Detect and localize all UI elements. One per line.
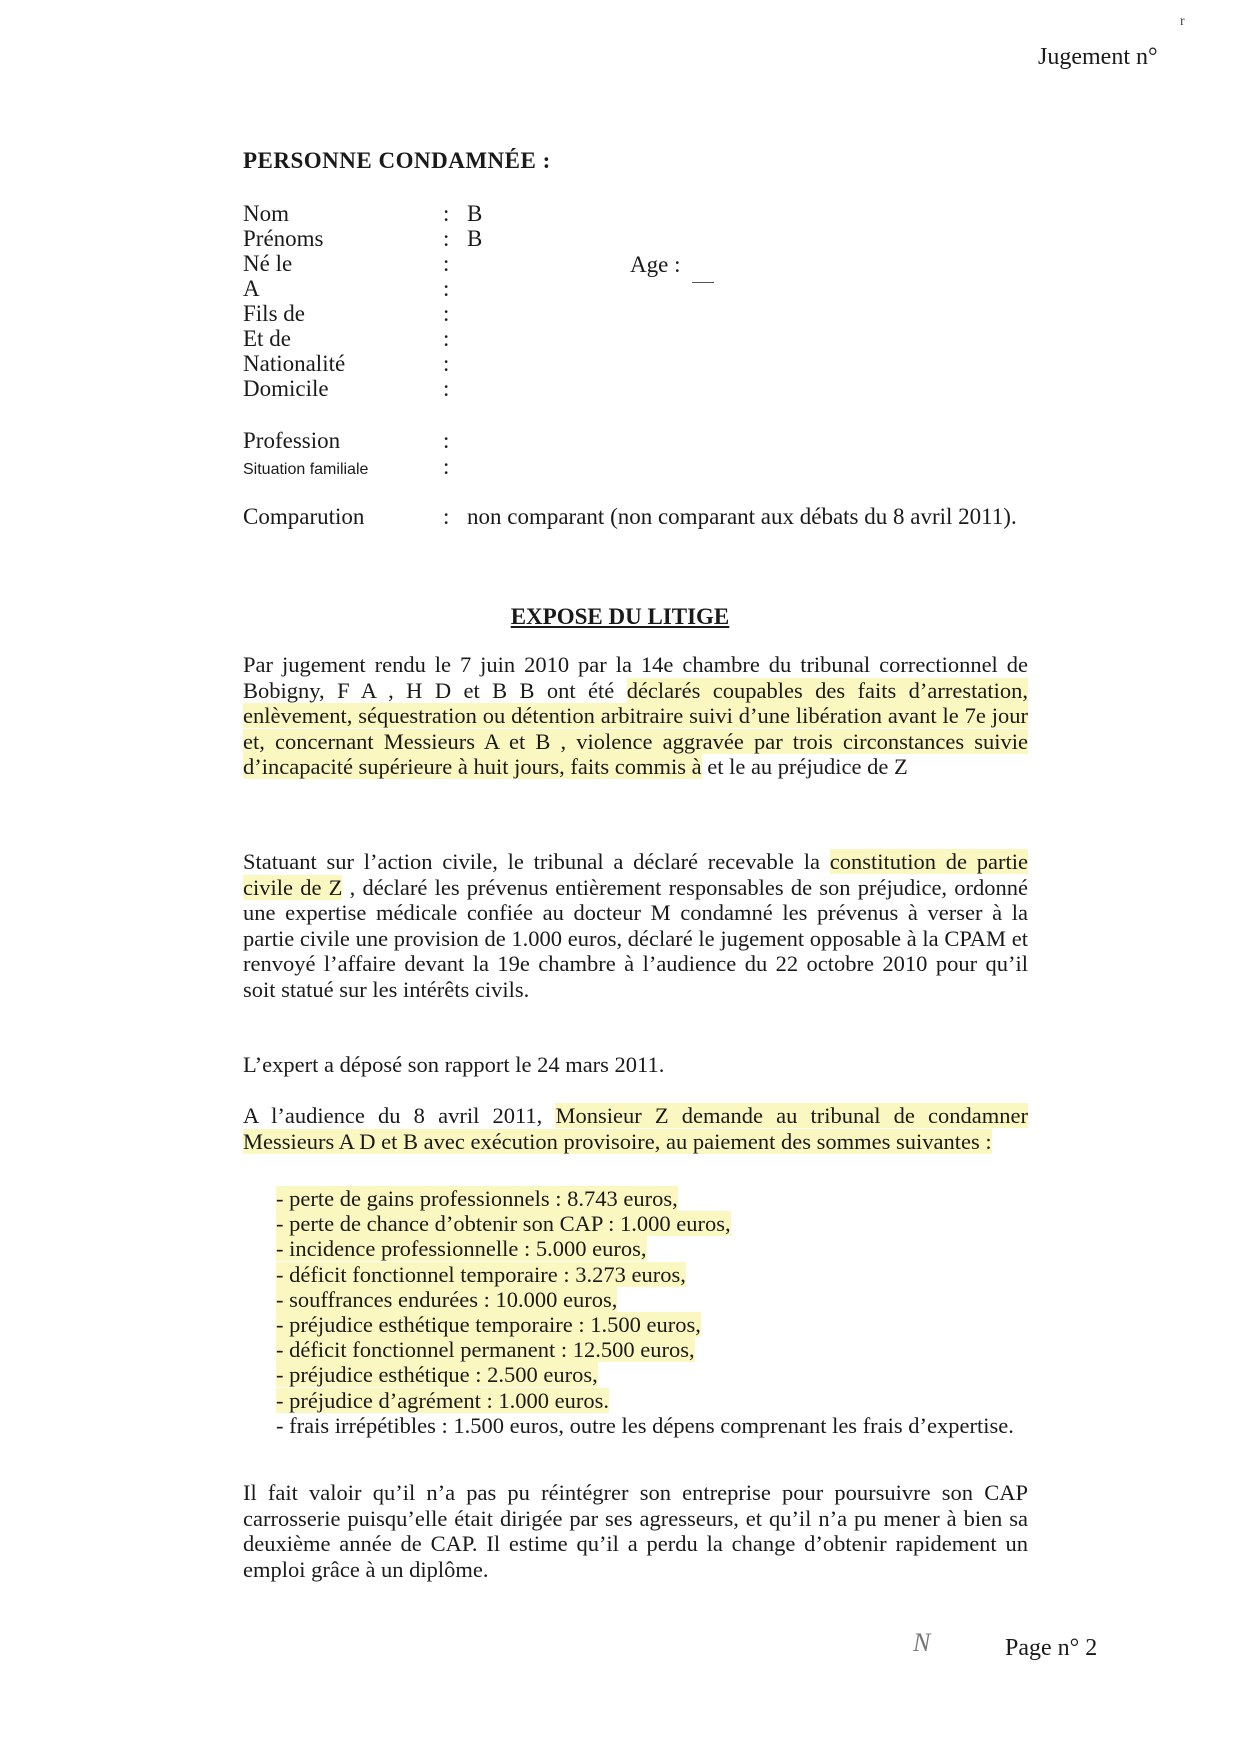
field-row-domicile: Domicile : xyxy=(243,376,450,401)
field-row-ne-le: Né le : xyxy=(243,251,450,276)
age-underline xyxy=(692,282,714,283)
paragraph-action-civile xyxy=(243,849,1028,1002)
field-label: Fils de xyxy=(243,301,305,326)
section-title-expose-du-litige xyxy=(0,604,1240,630)
claim-text: - perte de gains professionnels : 8.743 euros, xyxy=(276,1186,678,1211)
highlighted-text: Monsieur Z demande au tribunal de condamner Messieurs A D et B avec exécution provisoire, au paiement des sommes suivantes : xyxy=(243,1103,1028,1154)
field-row-fils-de: Fils de : xyxy=(243,301,450,326)
field-label: Nationalité xyxy=(243,351,346,376)
field-row-et-de: Et de : xyxy=(243,326,450,351)
paragraph-audience xyxy=(243,1103,1028,1154)
claim-text: - frais irrépétibles : 1.500 euros, outre les dépens comprenant les frais d’expertise. xyxy=(276,1412,1014,1438)
corner-mark: r xyxy=(1180,14,1185,29)
claim-item xyxy=(276,1337,1028,1362)
claim-item xyxy=(276,1236,1028,1261)
claim-text: - déficit fonctionnel temporaire : 3.273 euros, xyxy=(276,1261,686,1287)
highlighted-text: déclarés coupables des faits d’arrestation, enlèvement, séquestration ou détention arbitraire suivi d’une libération avant le 7e jour et, concernant Messieurs A et B , violence aggravée par trois circonstances suivie d’incapacité supérieure à huit jours, faits commis à xyxy=(243,677,1028,779)
claims-list xyxy=(276,1186,1028,1438)
field-row-nationalite: Nationalité : xyxy=(243,351,450,376)
age-label: Age : xyxy=(630,252,681,277)
field-row-profession: Profession : xyxy=(243,428,450,453)
paragraph-text: Statuant sur l’action civile, le tribunal a déclaré recevable la xyxy=(243,849,830,874)
claim-item xyxy=(276,1312,1028,1337)
claim-text: - déficit fonctionnel permanent : 12.500 euros, xyxy=(276,1337,695,1363)
claim-item xyxy=(276,1262,1028,1287)
claim-item xyxy=(276,1287,1028,1312)
paragraph-text: Il fait valoir qu’il n’a pas pu réintégrer son entreprise pour poursuivre son CAP carrosserie puisqu’elle était dirigée par ses agresseurs, et qu’il n’a pu mener à bien sa deuxième année de CAP. Il estime qu’il a perdu la change d’obtenir rapidement un emploi grâce à un diplôme. xyxy=(243,1480,1028,1582)
field-label: Profession xyxy=(243,428,341,453)
claim-text: - préjudice esthétique : 2.500 euros, xyxy=(276,1362,598,1388)
field-row-situation-familiale: Situation familiale : xyxy=(243,454,467,483)
claim-item xyxy=(276,1388,1028,1413)
field-row-nom: Nom : B xyxy=(243,201,483,226)
claim-item xyxy=(276,1211,1028,1236)
claim-item xyxy=(276,1186,1028,1211)
field-label: Comparution xyxy=(243,504,365,529)
claim-text: - incidence professionnelle : 5.000 euros, xyxy=(276,1236,647,1262)
field-label: Domicile xyxy=(243,376,329,401)
comparution-value: non comparant (non comparant aux débats du 8 avril 2011). xyxy=(467,504,1017,529)
handwritten-initials: N xyxy=(913,1628,931,1657)
paragraph-expert xyxy=(243,1052,1028,1078)
paragraph-text: Par jugement rendu le 7 juin 2010 par la 14e chambre du tribunal correctionnel de Bobigny, F A , H D et B B ont été xyxy=(243,652,1028,703)
paragraph-text: L’expert a déposé son rapport le 24 mars 2011. xyxy=(243,1052,665,1077)
paragraph-text: , déclaré les prévenus entièrement responsables de son préjudice, ordonné une expertise médicale confiée au docteur M condamné les prévenus à verser à la partie civile une provision de 1.000 euros, déclaré le jugement opposable à la CPAM et renvoyé l’affaire devant la 19e chambre à l’audience du 22 octobre 2010 pour qu’il soit statué sur les intérêts civils. xyxy=(243,874,1028,1002)
paragraph-conclusion xyxy=(243,1480,1028,1582)
field-label: Nom xyxy=(243,201,289,226)
field-value: B xyxy=(467,226,483,251)
field-label: Prénoms xyxy=(243,226,324,251)
field-row-lieu: A : xyxy=(243,276,450,301)
section-title-personne-condamnee: PERSONNE CONDAMNÉE : xyxy=(243,148,551,173)
field-label: A xyxy=(243,276,260,301)
claim-text: - préjudice esthétique temporaire : 1.500 euros, xyxy=(276,1312,701,1338)
field-label: Né le xyxy=(243,251,293,276)
claim-text: - préjudice d’agrément : 1.000 euros. xyxy=(276,1387,610,1413)
claim-text: - souffrances endurées : 10.000 euros, xyxy=(276,1286,618,1312)
field-label: Et de xyxy=(243,326,291,351)
claim-item xyxy=(276,1362,1028,1387)
header-jugement-number: Jugement n° xyxy=(1038,44,1158,70)
section-title-text: EXPOSE DU LITIGE xyxy=(510,604,730,629)
field-value: B xyxy=(467,201,483,226)
field-row-comparution: Comparution : xyxy=(243,504,450,529)
claim-text: - perte de chance d’obtenir son CAP : 1.000 euros, xyxy=(276,1211,731,1237)
highlighted-text: constitution de partie civile de Z xyxy=(243,849,1028,900)
claim-item xyxy=(276,1413,1028,1438)
field-label: Situation familiale xyxy=(243,461,369,478)
field-row-prenoms: Prénoms : B xyxy=(243,226,483,251)
paragraph-text: A l’audience du 8 avril 2011, xyxy=(243,1103,556,1128)
paragraph-jugement xyxy=(243,652,1028,780)
page-number: Page n° 2 xyxy=(1005,1635,1098,1661)
paragraph-text: et le au préjudice de Z xyxy=(701,754,908,779)
